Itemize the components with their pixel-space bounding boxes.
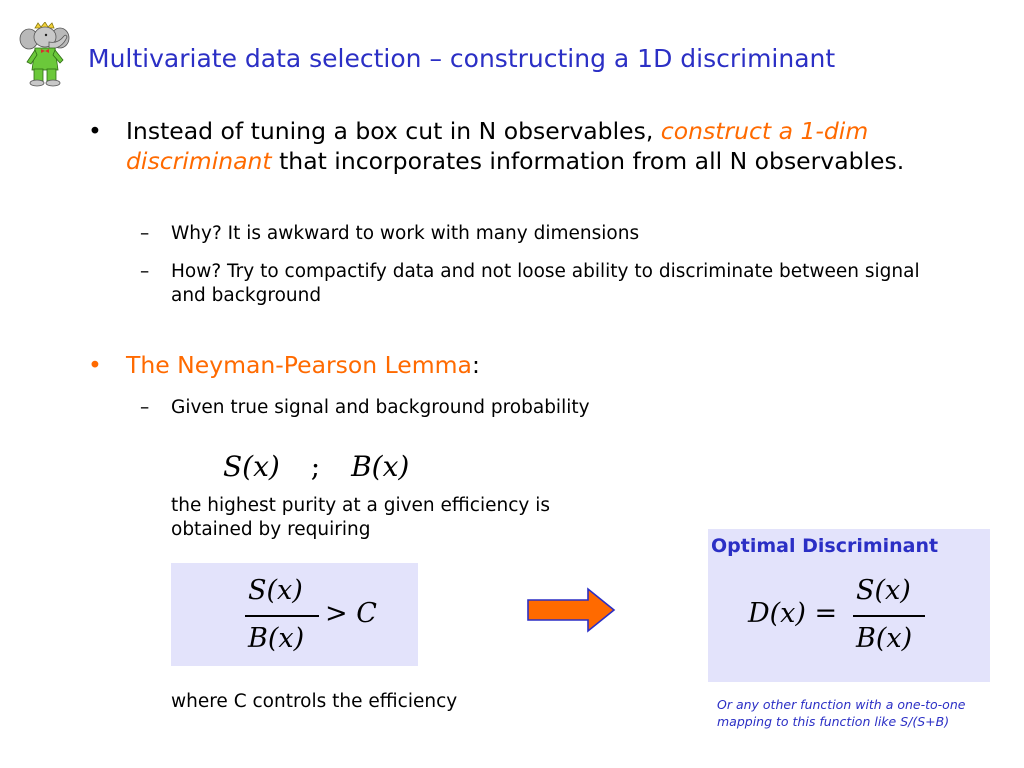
sub-bullet-text: How? Try to compactify data and not loose ability to discriminate between signal and background (171, 261, 920, 306)
bullet-text-after: that incorporates information from all N observables. (271, 147, 905, 175)
dash-marker: – (140, 397, 150, 418)
bullet-highlight: construct a 1-dim discriminant (126, 117, 869, 175)
discriminant-numerator: S(x) (856, 575, 911, 606)
dash-marker: – (140, 261, 150, 282)
requirement-denominator: B(x) (248, 623, 305, 654)
discriminant-denominator: B(x) (856, 623, 913, 654)
dash-marker: – (140, 223, 150, 244)
sub-bullet-text: Given true signal and background probability (171, 397, 590, 418)
requirement-rhs: > C (325, 598, 377, 629)
purity-text: the highest purity at a given efficiency is obtained by requiring (171, 495, 550, 540)
lemma-colon: : (471, 351, 480, 379)
equation-probabilities (223, 450, 409, 483)
sub-bullet-text: Why? It is awkward to work with many dimensions (171, 223, 640, 244)
requirement-numerator: S(x) (248, 575, 303, 606)
bullet-marker: • (88, 117, 102, 145)
signal-probability: S(x) (223, 450, 280, 483)
fraction-bar (853, 615, 925, 617)
optimal-discriminant-box (708, 529, 990, 682)
fraction-bar (245, 615, 319, 617)
bullet-text-before: Instead of tuning a box cut in N observables, (126, 117, 661, 145)
requirement-formula-box (171, 563, 418, 666)
equation-separator: ; (310, 450, 321, 483)
background-probability: B(x) (351, 450, 410, 483)
slide-title: Multivariate data selection – constructing a 1D discriminant (88, 44, 836, 73)
bullet-marker: • (88, 351, 102, 379)
right-arrow-icon (526, 586, 618, 634)
discriminant-lhs: D(x) = (748, 598, 838, 629)
bullet-text (126, 350, 480, 380)
lemma-name: The Neyman-Pearson Lemma (126, 351, 472, 379)
elephant-mascot-icon (18, 22, 72, 88)
c-controls-text: where C controls the efficiency (171, 691, 458, 712)
optimal-discriminant-title: Optimal Discriminant (711, 535, 939, 557)
mapping-note: Or any other function with a one-to-one mapping to this function like S/(S+B) (717, 697, 966, 729)
bullet-text (126, 116, 936, 176)
